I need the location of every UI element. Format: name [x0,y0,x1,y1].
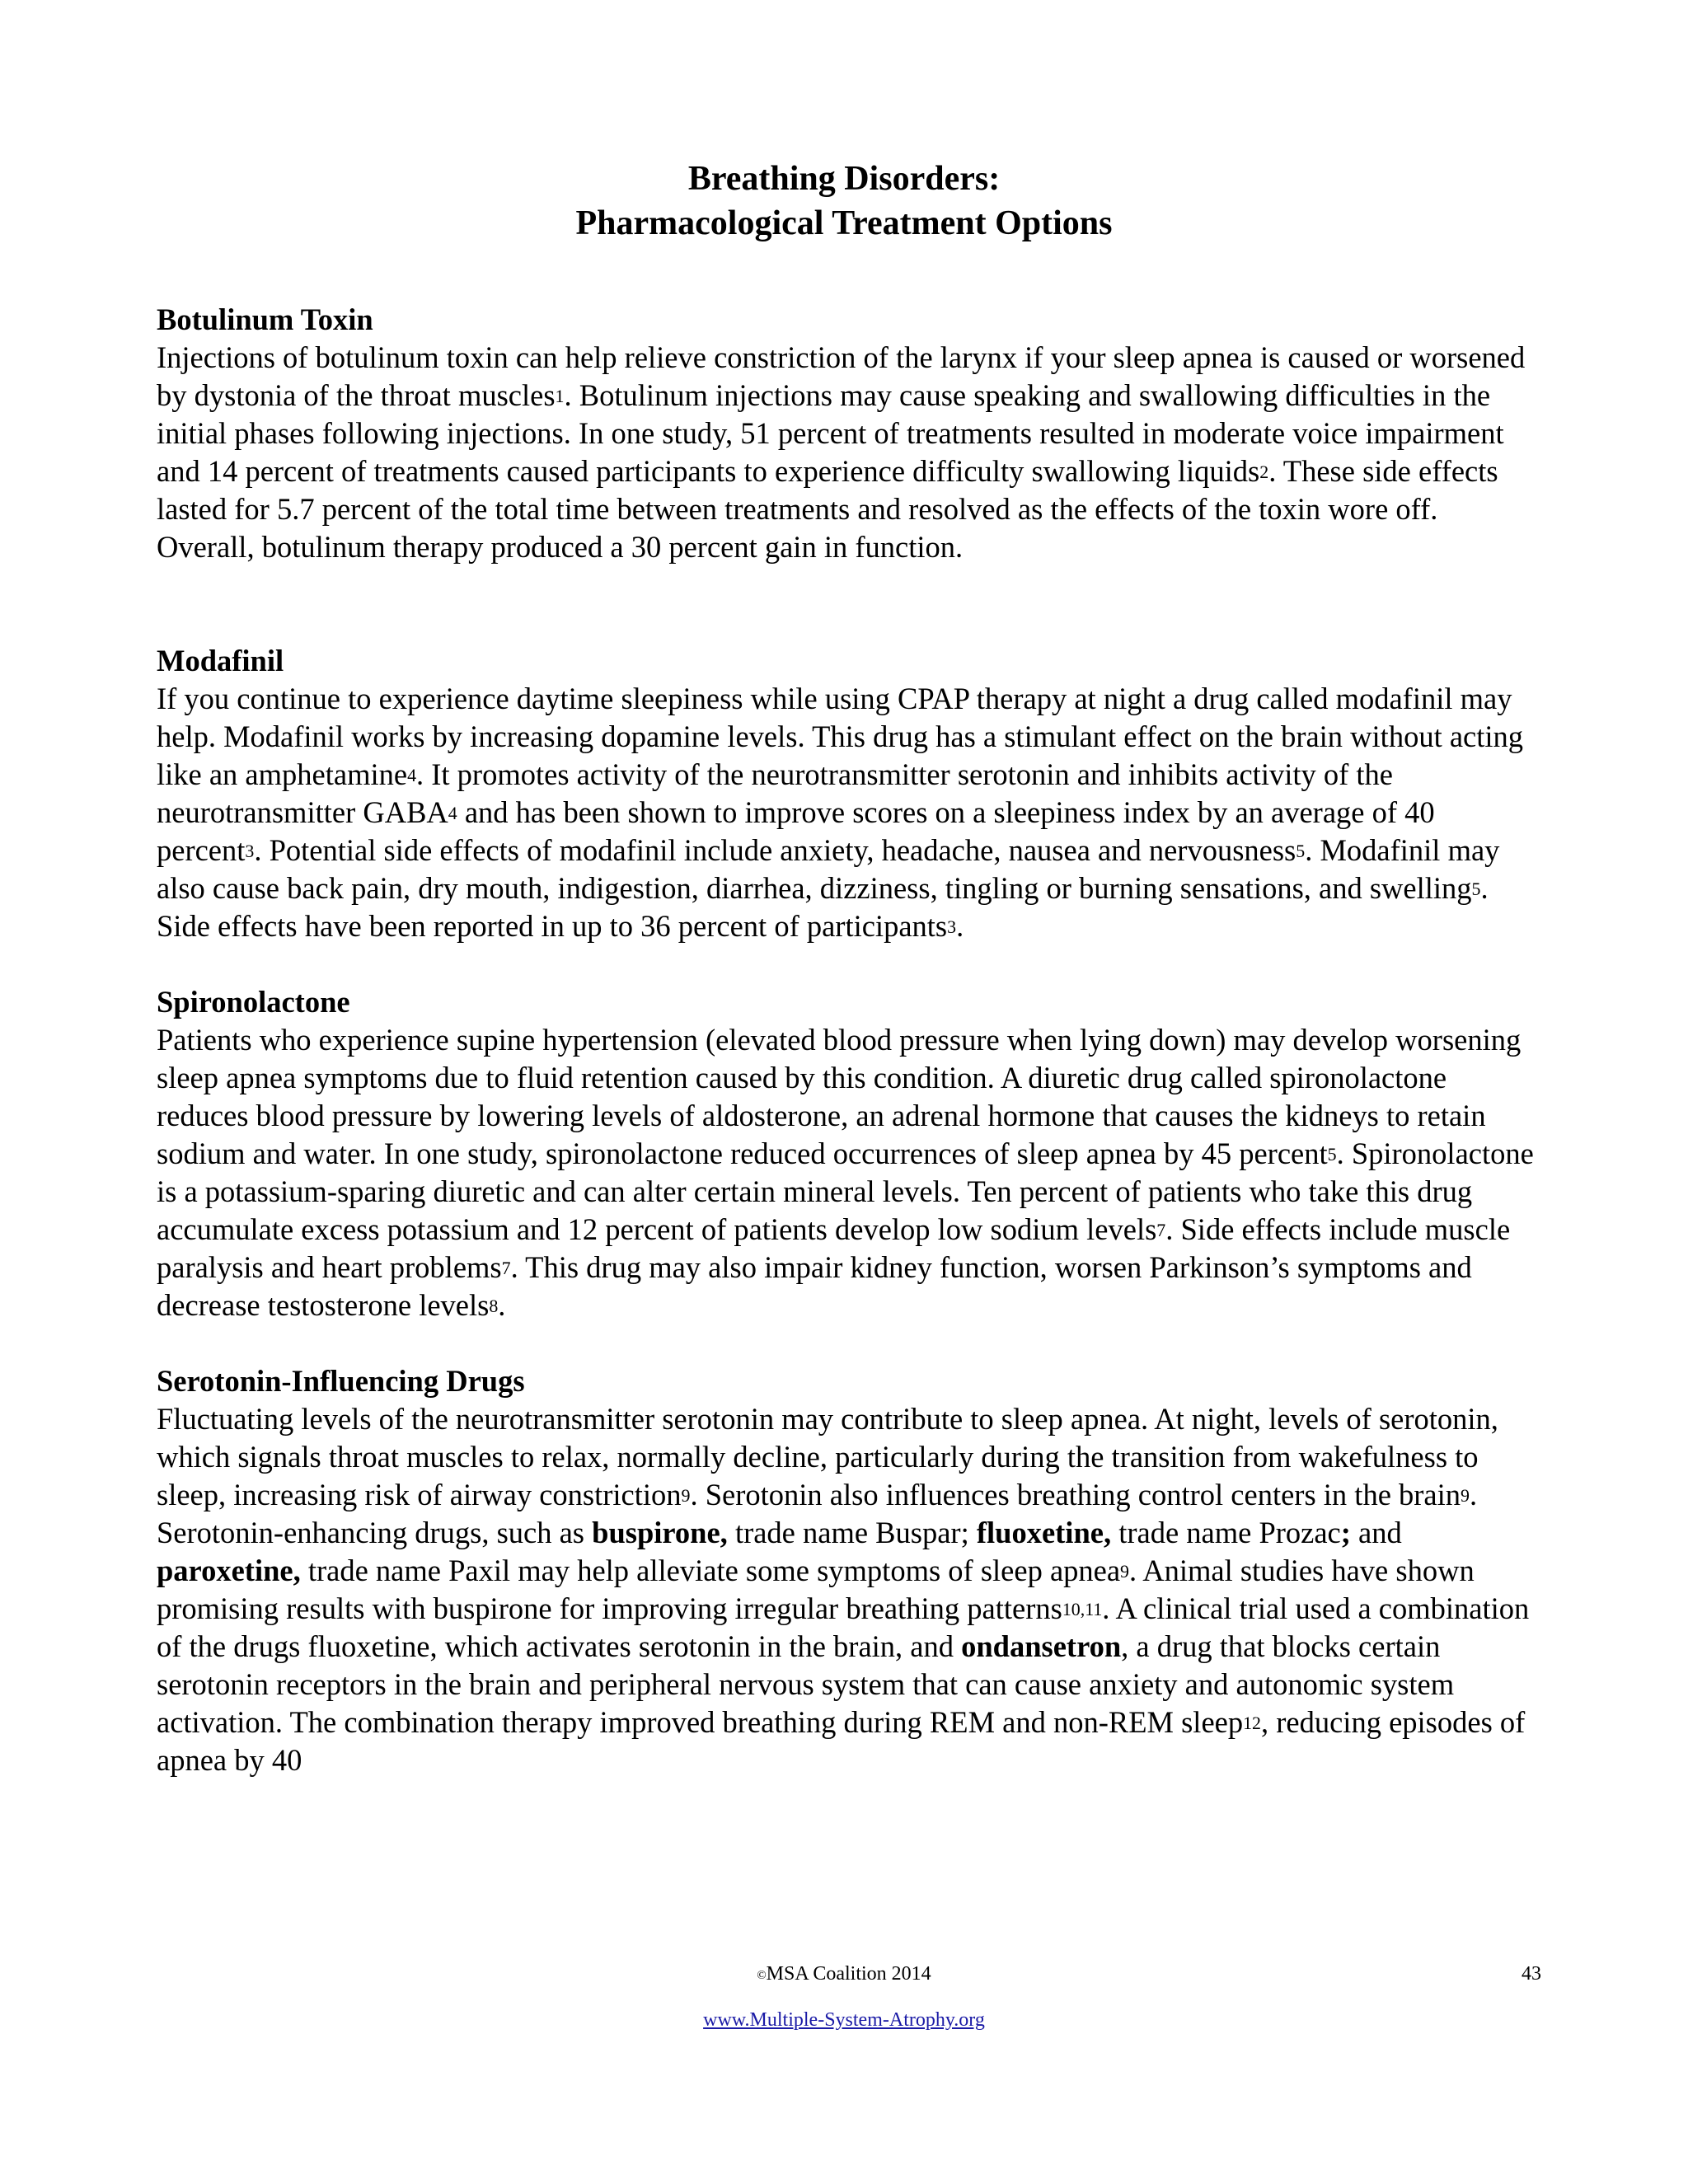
citation-ref: 2 [1259,461,1269,482]
section-spacer [157,1324,1541,1362]
drug-name: fluoxetine, [976,1516,1112,1549]
citation-ref: 9 [1461,1484,1470,1506]
citation-ref: 1 [555,385,565,406]
drug-name: ; [1340,1516,1351,1549]
section-spacer [157,566,1541,642]
text-run: . Botulinum injections may cause speaking and swallowing difficulties in the initial phases following injections. In one study, 51 percent of treatments resulted in moderate voice impairment and 14 percent of treatments caused participants to experience difficulty swallowing liquids [157,378,1504,488]
text-run: and [1350,1516,1402,1549]
copyright-text: MSA Coalition 2014 [766,1963,931,1985]
section-paragraph [157,339,1541,566]
section-paragraph [157,1021,1541,1324]
section-spironolactone [157,983,1541,1324]
text-run: . [956,909,964,943]
citation-ref: 9 [681,1484,691,1506]
citation-ref: 8 [489,1295,499,1316]
website-link[interactable]: www.Multiple-System-Atrophy.org [703,2009,985,2031]
text-run: . A clinical trial used a combination of the drugs fluoxetine, which activates serotonin in the brain, and [157,1591,1530,1663]
section-heading: Modafinil [157,644,284,677]
drug-name: paroxetine, [157,1554,301,1587]
text-run: . These side effects lasted for 5.7 percent of the total time between treatments and resolved as the effects of the toxin wore off. Overall, botulinum therapy produced a 30 percent gain in function. [157,454,1498,564]
section-heading: Spironolactone [157,985,350,1019]
citation-ref: 10,11 [1062,1598,1103,1619]
document-body [157,301,1541,1779]
section-botulinum-toxin [157,301,1541,566]
citation-ref: 4 [407,764,417,785]
citation-ref: 12 [1243,1712,1261,1733]
page-number: 43 [1522,1963,1541,1985]
section-modafinil [157,642,1541,945]
text-run: . It promotes activity of the neurotransmitter serotonin and inhibits activity of the neurotransmitter GABA [157,757,1393,829]
text-run: . Spironolactone is a potassium-sparing diuretic and can alter certain mineral levels. Ten percent of patients who take this drug accumulate excess potassium and 12 percent of patients develop low sodium levels [157,1137,1534,1246]
title-line-2: Pharmacological Treatment Options [575,204,1113,242]
citation-ref: 3 [245,840,255,861]
text-run: trade name Prozac [1111,1516,1341,1549]
drug-name: ondansetron [961,1629,1122,1663]
copyright-symbol: © [757,1968,767,1982]
text-run: trade name Paxil may help alleviate some symptoms of sleep apnea [300,1554,1121,1587]
section-spacer [157,945,1541,983]
section-paragraph [157,1400,1541,1779]
text-run: . Modafinil may also cause back pain, dry mouth, indigestion, diarrhea, dizziness, tingling or burning sensations, and swelling [157,833,1500,905]
section-heading: Serotonin-Influencing Drugs [157,1364,525,1398]
text-run: Fluctuating levels of the neurotransmitter serotonin may contribute to sleep apnea. At night, levels of serotonin, which signals throat muscles to relax, normally decline, particularly during the transition from wakefulness to sleep, increasing risk of airway constriction [157,1402,1498,1511]
section-serotonin-influencing-drugs [157,1362,1541,1779]
citation-ref: 5 [1327,1143,1337,1165]
text-run: . Serotonin-enhancing drugs, such as [157,1478,1478,1549]
text-run: . Animal studies have shown promising results with buspirone for improving irregular breathing patterns [157,1554,1475,1625]
text-run: Patients who experience supine hypertension (elevated blood pressure when lying down) may develop worsening sleep apnea symptoms due to fluid retention caused by this condition. A diuretic drug called spironolactone reduces blood pressure by lowering levels of aldosterone, an adrenal hormone that causes the kidneys to retain sodium and water. In one study, spironolactone reduced occurrences of sleep apnea by 45 percent [157,1023,1522,1170]
text-run: , reducing episodes of apnea by 40 [157,1705,1526,1777]
section-paragraph [157,680,1541,945]
citation-ref: 5 [1296,840,1306,861]
text-run: . Serotonin also influences breathing control centers in the brain [690,1478,1461,1511]
drug-name: buspirone, [592,1516,728,1549]
text-run: . Side effects include muscle paralysis and heart problems [157,1212,1511,1284]
citation-ref: 7 [501,1257,511,1278]
text-run: Injections of botulinum toxin can help relieve constriction of the larynx if your sleep apnea is caused or worsened by dystonia of the throat muscles [157,340,1526,412]
citation-ref: 3 [947,916,957,937]
text-run: . Potential side effects of modafinil include anxiety, headache, nausea and nervousness [254,833,1296,867]
citation-ref: 9 [1120,1560,1129,1582]
text-run: . Side effects have been reported in up to 36 percent of participants [157,871,1489,943]
citation-ref: 4 [448,802,457,823]
text-run: and has been shown to improve scores on a sleepiness index by an average of 40 percent [157,795,1435,867]
citation-ref: 5 [1471,878,1481,899]
footer-copyright [0,1961,1688,1986]
text-run: . This drug may also impair kidney function, worsen Parkinson’s symptoms and decrease testosterone levels [157,1250,1472,1322]
text-run: . [498,1288,506,1322]
text-run: If you continue to experience daytime sleepiness while using CPAP therapy at night a drug called modafinil may help. Modafinil works by increasing dopamine levels. This drug has a stimulant effect on the brain without acting like an amphetamine [157,682,1524,791]
page-title [0,157,1688,246]
text-run: trade name Buspar; [727,1516,977,1549]
title-line-1: Breathing Disorders: [687,160,1001,198]
section-heading: Botulinum Toxin [157,302,373,336]
text-run: , a drug that blocks certain serotonin receptors in the brain and peripheral nervous system that can cause anxiety and autonomic system activation. The combination therapy improved breathing during REM and non-REM sleep [157,1629,1455,1739]
citation-ref: 7 [1156,1219,1166,1240]
